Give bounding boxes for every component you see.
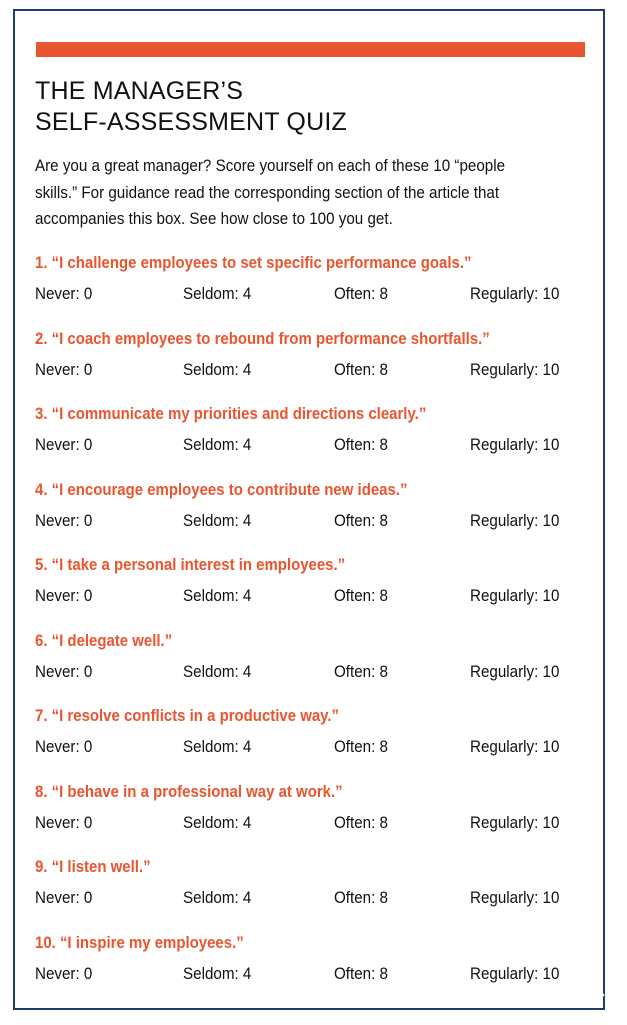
- option-regularly: Regularly: 10: [470, 436, 560, 454]
- item-options: [35, 886, 595, 910]
- option-never: Never: 0: [35, 511, 93, 530]
- option-seldom: Seldom: 4: [183, 587, 252, 605]
- item-options: [35, 433, 595, 457]
- item-statement: 2. “I coach employees to rebound from performance shortfalls.”: [35, 328, 490, 348]
- option-often: Often: 8: [334, 511, 389, 530]
- quiz-item-5: [35, 553, 595, 629]
- option-often: Often: 8: [334, 587, 389, 605]
- option-never: Never: 0: [35, 662, 93, 681]
- option-regularly: Regularly: 10: [470, 360, 560, 379]
- option-regularly: Regularly: 10: [470, 662, 560, 681]
- intro-line-2: skills.” For guidance read the corresponding section of the article that: [35, 183, 500, 202]
- option-regularly: Regularly: 10: [470, 285, 560, 303]
- quiz-item-7: [35, 704, 595, 780]
- option-regularly: Regularly: 10: [470, 813, 560, 832]
- option-never: Never: 0: [35, 889, 93, 907]
- option-seldom: Seldom: 4: [183, 436, 252, 454]
- item-statement: 1. “I challenge employees to set specific performance goals.”: [35, 253, 472, 272]
- quiz-item-1: [35, 251, 595, 327]
- quiz-items: [35, 251, 595, 1006]
- item-options: [35, 358, 595, 382]
- item-statement: 9. “I listen well.”: [35, 857, 151, 876]
- item-options: [35, 282, 595, 306]
- option-seldom: Seldom: 4: [183, 662, 252, 681]
- option-seldom: Seldom: 4: [183, 813, 252, 832]
- option-never: Never: 0: [35, 436, 93, 454]
- option-seldom: Seldom: 4: [183, 889, 252, 907]
- quiz-item-8: [35, 780, 595, 856]
- option-seldom: Seldom: 4: [183, 964, 252, 983]
- option-never: Never: 0: [35, 813, 93, 832]
- option-never: Never: 0: [35, 285, 93, 303]
- quiz-item-2: [35, 327, 595, 403]
- item-statement: 7. “I resolve conflicts in a productive way.”: [35, 706, 340, 725]
- item-statement: 3. “I communicate my priorities and directions clearly.”: [35, 404, 427, 423]
- quiz-item-10: [35, 931, 595, 1007]
- option-regularly: Regularly: 10: [470, 964, 560, 983]
- option-seldom: Seldom: 4: [183, 738, 252, 756]
- option-seldom: Seldom: 4: [183, 285, 252, 303]
- option-often: Often: 8: [334, 285, 389, 303]
- quiz-item-3: [35, 402, 595, 478]
- item-options: [35, 962, 595, 986]
- option-often: Often: 8: [334, 813, 389, 832]
- option-regularly: Regularly: 10: [470, 889, 560, 907]
- option-often: Often: 8: [334, 889, 389, 907]
- item-statement: 8. “I behave in a professional way at work.”: [35, 781, 343, 801]
- item-options: [35, 509, 595, 533]
- accent-bar: [36, 42, 585, 57]
- quiz-item-9: [35, 855, 595, 931]
- option-seldom: Seldom: 4: [183, 511, 252, 530]
- option-never: Never: 0: [35, 738, 93, 756]
- intro-line-1: Are you a great manager? Score yourself on each of these 10 “people: [35, 157, 506, 175]
- quiz-title-line-2: SELF-ASSESSMENT QUIZ: [35, 108, 347, 136]
- item-options: [35, 584, 595, 608]
- quiz-item-6: [35, 629, 595, 705]
- option-often: Often: 8: [334, 436, 389, 454]
- option-often: Often: 8: [334, 360, 389, 379]
- item-statement: 6. “I delegate well.”: [35, 630, 173, 650]
- option-often: Often: 8: [334, 738, 389, 756]
- item-options: [35, 660, 595, 684]
- quiz-intro: [35, 153, 593, 233]
- option-often: Often: 8: [334, 662, 389, 681]
- option-often: Often: 8: [334, 964, 389, 983]
- item-options: [35, 735, 595, 759]
- item-statement: 10. “I inspire my employees.”: [35, 932, 244, 952]
- intro-line-3: accompanies this box. See how close to 100 you get.: [35, 210, 393, 228]
- quiz-title: [35, 76, 575, 138]
- item-options: [35, 811, 595, 835]
- item-statement: 4. “I encourage employees to contribute new ideas.”: [35, 479, 408, 499]
- quiz-title-line-1: THE MANAGER’S: [35, 77, 244, 105]
- option-never: Never: 0: [35, 360, 93, 379]
- quiz-item-4: [35, 478, 595, 554]
- option-never: Never: 0: [35, 587, 93, 605]
- option-regularly: Regularly: 10: [470, 587, 560, 605]
- option-seldom: Seldom: 4: [183, 360, 252, 379]
- option-regularly: Regularly: 10: [470, 511, 560, 530]
- option-never: Never: 0: [35, 964, 93, 983]
- item-statement: 5. “I take a personal interest in employees.”: [35, 555, 346, 574]
- option-regularly: Regularly: 10: [470, 738, 560, 756]
